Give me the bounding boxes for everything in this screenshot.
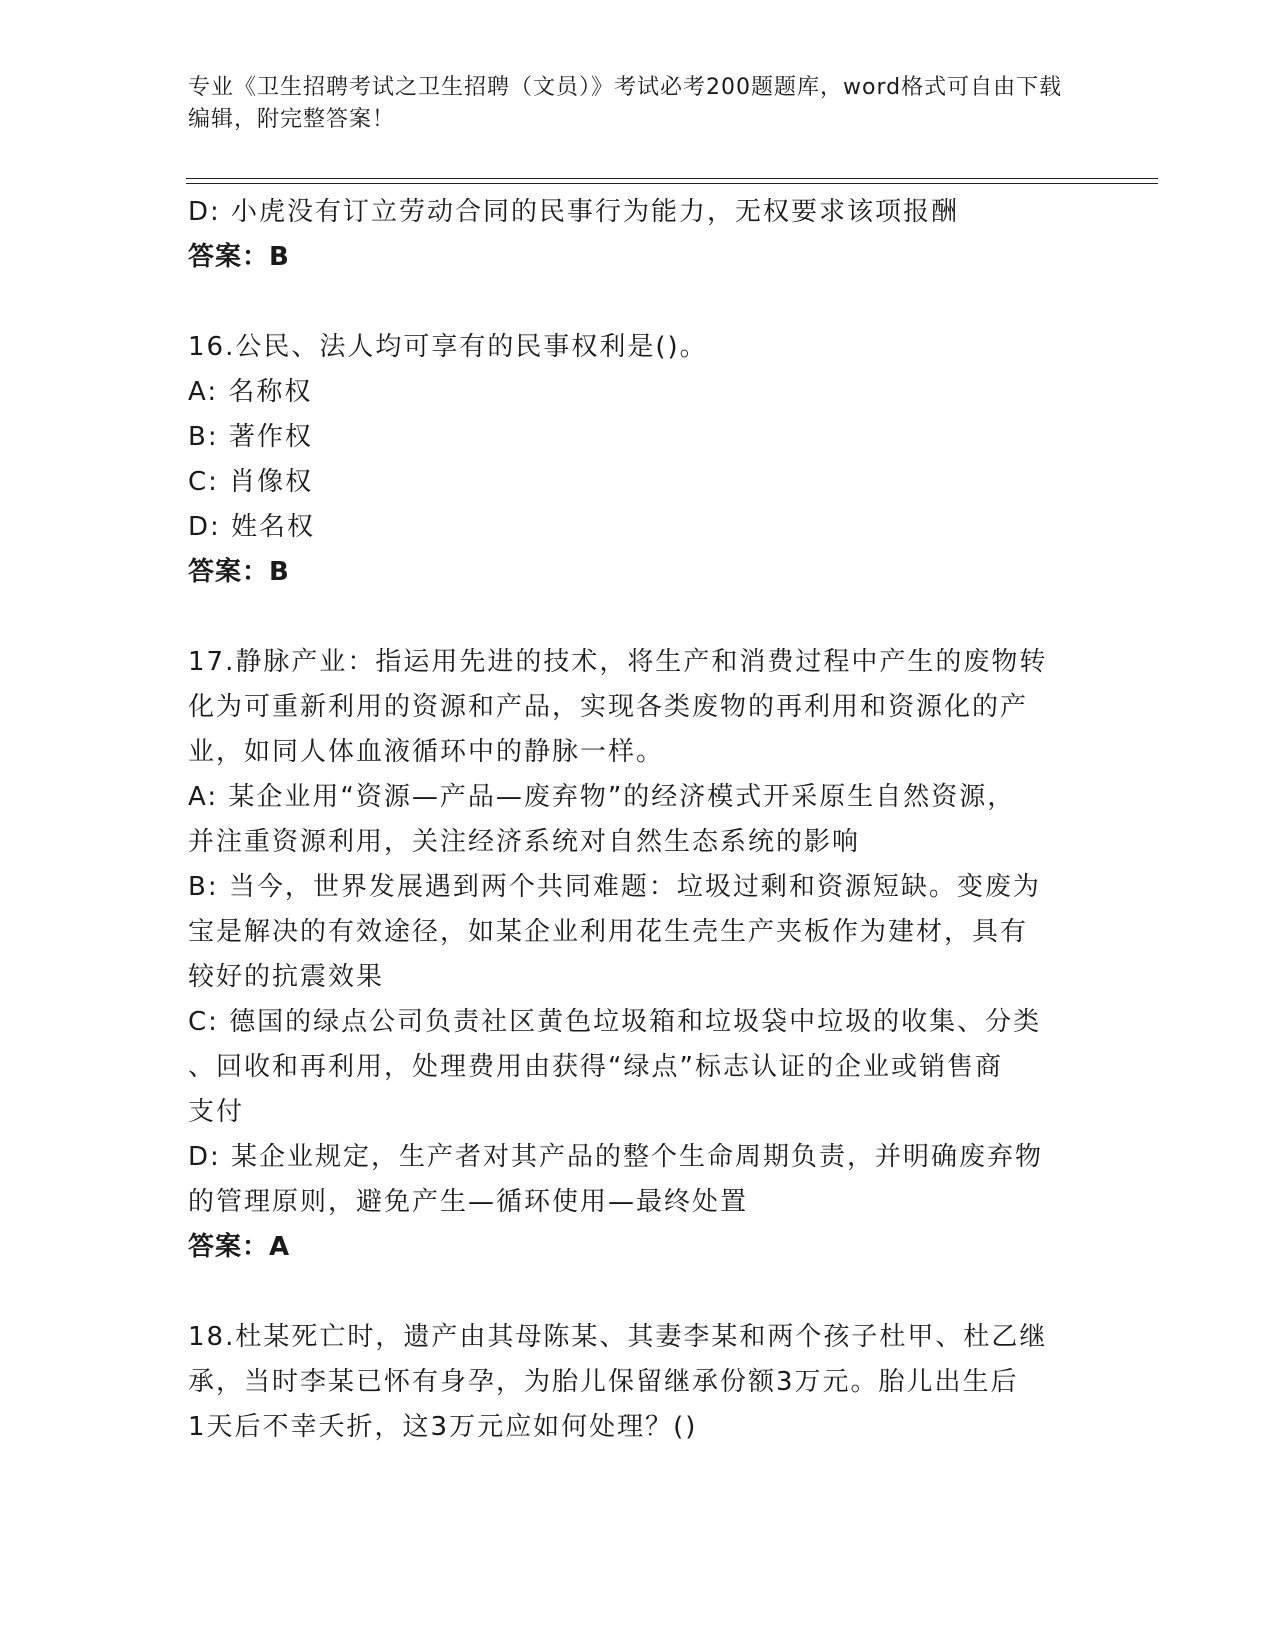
q16-option-a: A: 名称权	[188, 377, 313, 407]
q17-option-c-line-2: 、回收和再利用，处理费用由获得“绿点”标志认证的企业或销售商	[188, 1052, 1003, 1082]
q18-stem-line-2: 承，当时李某已怀有身孕，为胎儿保留继承份额3万元。胎儿出生后	[188, 1367, 1019, 1397]
q17-option-b-line-2: 宝是解决的有效途径，如某企业利用花生壳生产夹板作为建材，具有	[188, 917, 1029, 947]
q16-option-c: C: 肖像权	[188, 467, 314, 497]
q16-stem: 16.公民、法人均可享有的民事权利是()。	[188, 332, 708, 362]
q17-option-a-line-2: 并注重资源利用，关注经济系统对自然生态系统的影响	[188, 827, 861, 857]
spacer	[188, 280, 1078, 325]
q16-option-d: D: 姓名权	[188, 512, 316, 542]
q18-stem-line-1: 18.杜某死亡时，遗产由其母陈某、其妻李某和两个孩子杜甲、杜乙继	[188, 1322, 1048, 1352]
q17-stem-line-1: 17.静脉产业：指运用先进的技术，将生产和消费过程中产生的废物转	[188, 647, 1048, 677]
document-header: 专业《卫生招聘考试之卫生招聘（文员）》考试必考200题题库，word格式可自由下载编辑，附完整答案！	[188, 75, 1063, 132]
header-rule-top	[186, 178, 1158, 179]
question-content	[188, 190, 1078, 1450]
q17-option-b-line-3: 较好的抗震效果	[188, 962, 385, 992]
q17-stem-line-3: 业，如同人体血液循环中的静脉一样。	[188, 737, 665, 767]
header-rule-bottom	[186, 183, 1158, 184]
q15-answer: 答案：B	[188, 242, 290, 272]
q17-stem-line-2: 化为可重新利用的资源和产品，实现各类废物的再利用和资源化的产	[188, 692, 1029, 722]
q17-option-d-line-1: D: 某企业规定，生产者对其产品的整个生命周期负责，并明确废弃物	[188, 1142, 1044, 1172]
q18-stem-line-3: 1天后不幸夭折，这3万元应如何处理？()	[188, 1412, 698, 1442]
q17-option-a-line-1: A: 某企业用“资源—产品—废弃物”的经济模式开采原生自然资源，	[188, 782, 1016, 812]
q16-option-b: B: 著作权	[188, 422, 313, 452]
q17-answer: 答案：A	[188, 1232, 291, 1262]
q17-option-b-line-1: B: 当今，世界发展遇到两个共同难题：垃圾过剩和资源短缺。变废为	[188, 872, 1041, 902]
spacer	[188, 1270, 1078, 1315]
q17-option-c-line-1: C: 德国的绿点公司负责社区黄色垃圾箱和垃圾袋中垃圾的收集、分类	[188, 1007, 1042, 1037]
q17-option-c-line-3: 支付	[188, 1097, 245, 1127]
q16-answer: 答案：B	[188, 557, 290, 587]
spacer	[188, 595, 1078, 640]
q15-option-d: D: 小虎没有订立劳动合同的民事行为能力，无权要求该项报酬	[188, 197, 960, 227]
q17-option-d-line-2: 的管理原则，避免产生—循环使用—最终处置	[188, 1187, 749, 1217]
